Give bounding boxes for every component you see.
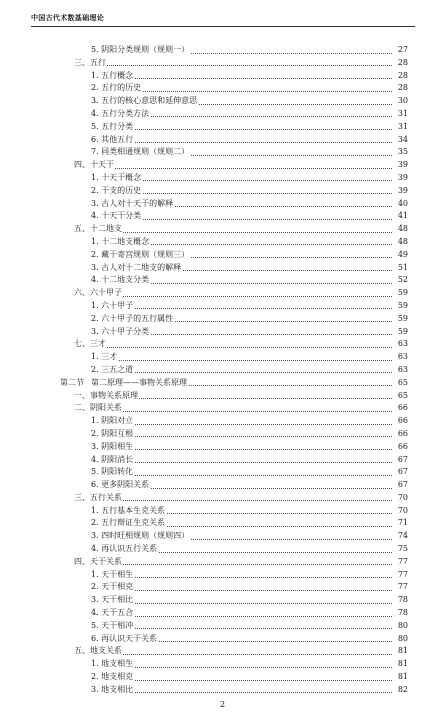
toc-dot-leader (91, 667, 408, 668)
toc-entry[interactable] (0, 326, 445, 339)
toc-entry-page: 28 (392, 82, 408, 95)
toc-entry-page: 77 (392, 556, 408, 569)
toc-entry[interactable] (0, 377, 445, 390)
toc-entry-page: 70 (392, 492, 408, 505)
toc-entry-page: 67 (392, 479, 408, 492)
toc-entry-label: 5. 天干相冲 (91, 620, 134, 633)
toc-entry-page: 63 (392, 351, 408, 364)
toc-entry[interactable] (0, 645, 445, 658)
toc-dot-leader (74, 411, 408, 412)
toc-dot-leader (91, 616, 408, 617)
toc-entry-page: 59 (392, 313, 408, 326)
toc-dot-leader (91, 577, 408, 578)
toc-entry[interactable] (0, 57, 445, 70)
toc-entry-label: 3. 天干相比 (91, 594, 134, 607)
toc-entry-page: 77 (392, 581, 408, 594)
toc-entry-label: 第二原理——事物关系原理 (91, 377, 188, 390)
toc-entry-page: 65 (392, 390, 408, 403)
toc-entry[interactable] (0, 274, 445, 287)
toc-entry-label: 1. 阴阳对立 (91, 415, 134, 428)
toc-entry-label: 3. 地支相比 (91, 684, 134, 697)
toc-dot-leader (74, 168, 408, 169)
toc-dot-leader (91, 142, 408, 143)
toc-entry-page: 65 (392, 377, 408, 390)
toc-entry-label: 1. 六十甲子 (91, 300, 134, 313)
toc-dot-leader (74, 65, 408, 66)
toc-section-number: 第二节 (60, 377, 84, 387)
toc-entry[interactable] (0, 441, 445, 454)
toc-entry-label: 4. 五行分类方法 (91, 108, 150, 121)
toc-entry[interactable] (0, 492, 445, 505)
toc-dot-leader (91, 424, 408, 425)
toc-entry-label: 6. 更多阴阳关系 (91, 479, 150, 492)
toc-entry-label: 1. 五行概念 (91, 70, 134, 83)
toc-entry-label: 4. 阴阳消长 (91, 454, 134, 467)
toc-entry-page: 78 (392, 594, 408, 607)
toc-entry[interactable] (0, 415, 445, 428)
toc-entry[interactable] (0, 159, 445, 172)
toc-dot-leader (74, 654, 408, 655)
toc-entry-page: 48 (392, 236, 408, 249)
toc-entry-page: 52 (392, 274, 408, 287)
toc-entry-page: 78 (392, 607, 408, 620)
toc-entry-page: 82 (392, 684, 408, 697)
toc-entry-page: 31 (392, 108, 408, 121)
toc-entry[interactable] (0, 454, 445, 467)
toc-entry[interactable] (0, 351, 445, 364)
toc-entry[interactable] (0, 198, 445, 211)
toc-entry[interactable] (0, 390, 445, 403)
toc-entry[interactable] (0, 620, 445, 633)
toc-entry-page: 59 (392, 300, 408, 313)
toc-dot-leader (91, 475, 408, 476)
toc-entry-page: 67 (392, 466, 408, 479)
toc-entry-page: 27 (392, 44, 408, 57)
toc-entry-page: 66 (392, 415, 408, 428)
toc-entry[interactable] (0, 530, 445, 543)
toc-entry-page: 34 (392, 134, 408, 147)
toc-entry-page: 41 (392, 210, 408, 223)
toc-entry[interactable] (0, 581, 445, 594)
toc-entry-label: 2. 五行的历史 (91, 82, 142, 95)
toc-entry-page: 81 (392, 671, 408, 684)
toc-entry-page: 63 (392, 364, 408, 377)
toc-entry[interactable] (0, 543, 445, 556)
toc-entry[interactable] (0, 210, 445, 223)
toc-entry-label: 3. 古人对十二地支的解释 (91, 262, 182, 275)
toc-entry-label: 2. 藏干寄宫规则（规则三） (91, 249, 190, 262)
toc-entry[interactable] (0, 108, 445, 121)
toc-entry[interactable] (0, 134, 445, 147)
toc-entry-label: 2. 天干相克 (91, 581, 134, 594)
toc-dot-leader (91, 590, 408, 591)
toc-dot-leader (91, 360, 408, 361)
toc-entry-label: 4. 再认识五行关系 (91, 543, 158, 556)
toc-dot-leader (91, 692, 408, 693)
toc-entry-label: 1. 十天干概念 (91, 172, 142, 185)
toc-entry-page: 28 (392, 57, 408, 70)
toc-dot-leader (91, 628, 408, 629)
toc-entry-label: 4. 天干五合 (91, 607, 134, 620)
toc-entry-page: 48 (392, 223, 408, 236)
toc-entry-label: 四、十天干 (74, 159, 115, 172)
toc-entry-label: 3. 六十甲子分类 (91, 326, 150, 339)
toc-entry[interactable] (0, 594, 445, 607)
toc-entry-label: 五、地支关系 (74, 645, 123, 658)
toc-entry[interactable] (0, 671, 445, 684)
toc-entry-label: 五、十二地支 (74, 223, 123, 236)
toc-entry-label: 1. 五行基本生克关系 (91, 505, 166, 518)
toc-entry-page: 74 (392, 530, 408, 543)
toc-entry-page: 35 (392, 146, 408, 159)
toc-entry-page: 39 (392, 159, 408, 172)
toc-entry-label: 5. 阴阳转化 (91, 466, 134, 479)
toc-dot-leader (74, 347, 408, 348)
toc-entry-label: 2. 五行辩证生克关系 (91, 517, 166, 530)
toc-entry[interactable] (0, 82, 445, 95)
toc-entry-page: 49 (392, 249, 408, 262)
toc-entry-page: 66 (392, 428, 408, 441)
toc-entry-page: 75 (392, 543, 408, 556)
toc-dot-leader (91, 78, 408, 79)
toc-entry-page: 80 (392, 633, 408, 646)
toc-entry-page: 71 (392, 517, 408, 530)
toc-entry-page: 67 (392, 454, 408, 467)
toc-entry-page: 39 (392, 172, 408, 185)
toc-entry-label: 二、阴阳关系 (74, 402, 123, 415)
toc-dot-leader (74, 564, 408, 565)
toc-entry-page: 39 (392, 185, 408, 198)
toc-entry-page: 81 (392, 645, 408, 658)
toc-entry[interactable] (0, 223, 445, 236)
running-head-title: 中国古代术数基础理论 (31, 13, 104, 22)
toc-entry-label: 5. 五行分类 (91, 121, 134, 134)
toc-entry[interactable] (0, 569, 445, 582)
toc-entry-label: 4. 十二地支分类 (91, 274, 150, 287)
toc-dot-leader (91, 436, 408, 437)
toc-entry-label: 七、三才 (74, 338, 107, 351)
toc-entry[interactable] (0, 70, 445, 83)
toc-entry-label: 2. 地支相克 (91, 671, 134, 684)
toc-entry-label: 6. 其他五行 (91, 134, 134, 147)
toc-entry[interactable] (0, 364, 445, 377)
toc-entry-label: 2. 六十甲子的五行属性 (91, 313, 174, 326)
toc-entry-label: 三、五行关系 (74, 492, 123, 505)
toc-dot-leader (74, 296, 408, 297)
toc-entry-label: 一、事物关系原理 (74, 390, 139, 403)
toc-dot-leader (91, 680, 408, 681)
toc-entry-label: 2. 干支的历史 (91, 185, 142, 198)
toc-entry-label: 1. 地支相生 (91, 658, 134, 671)
table-of-contents (0, 44, 445, 697)
toc-entry[interactable] (0, 505, 445, 518)
toc-entry-page: 30 (392, 95, 408, 108)
page-number: 2 (219, 700, 226, 709)
toc-entry[interactable] (0, 402, 445, 415)
toc-entry[interactable] (0, 121, 445, 134)
toc-entry-page: 59 (392, 287, 408, 300)
toc-entry-label: 3. 古人对十天干的解释 (91, 198, 174, 211)
toc-entry[interactable] (0, 146, 445, 159)
toc-entry[interactable] (0, 249, 445, 262)
toc-entry-label: 3. 阴阳相生 (91, 441, 134, 454)
toc-entry-label: 3. 四时旺相规则（规则四） (91, 530, 190, 543)
toc-entry-page: 51 (392, 262, 408, 275)
toc-entry-label: 7. 同类相通规则（规则二） (91, 146, 190, 159)
toc-dot-leader (91, 308, 408, 309)
toc-entry[interactable] (0, 262, 445, 275)
toc-entry[interactable] (0, 479, 445, 492)
toc-entry-label: 2. 阴阳互根 (91, 428, 134, 441)
toc-entry-page: 70 (392, 505, 408, 518)
toc-entry[interactable] (0, 236, 445, 249)
toc-entry-label: 2. 三五之道 (91, 364, 134, 377)
toc-entry-page: 40 (392, 198, 408, 211)
toc-entry[interactable] (0, 172, 445, 185)
toc-entry-page: 28 (392, 70, 408, 83)
toc-entry[interactable] (0, 684, 445, 697)
toc-entry[interactable] (0, 556, 445, 569)
toc-entry-label: 1. 三才 (91, 351, 118, 364)
toc-entry[interactable] (0, 338, 445, 351)
toc-dot-leader (74, 232, 408, 233)
toc-entry-page: 66 (392, 402, 408, 415)
toc-entry[interactable] (0, 185, 445, 198)
toc-entry-page: 59 (392, 326, 408, 339)
toc-entry-page: 80 (392, 620, 408, 633)
toc-entry[interactable] (0, 658, 445, 671)
toc-entry[interactable] (0, 517, 445, 530)
toc-entry-page: 81 (392, 658, 408, 671)
toc-entry[interactable] (0, 287, 445, 300)
toc-entry-label: 1. 天干相生 (91, 569, 134, 582)
toc-entry[interactable] (0, 44, 445, 57)
toc-entry[interactable] (0, 466, 445, 479)
toc-entry-page: 63 (392, 338, 408, 351)
toc-entry-label: 6. 再认识天干关系 (91, 633, 158, 646)
toc-entry-label: 三、五行 (74, 57, 107, 70)
toc-entry-label: 六、六十甲子 (74, 287, 123, 300)
toc-entry[interactable] (0, 633, 445, 646)
toc-entry-page: 77 (392, 569, 408, 582)
toc-dot-leader (91, 462, 408, 463)
toc-entry-label: 5. 阴阳分类规则（规则一） (91, 44, 190, 57)
toc-entry-page: 66 (392, 441, 408, 454)
header-rule (31, 26, 415, 27)
toc-entry-label: 4. 十天干分类 (91, 210, 142, 223)
toc-entry-page: 31 (392, 121, 408, 134)
toc-dot-leader (91, 372, 408, 373)
toc-entry-label: 3. 五行的核心意思和延伸意思 (91, 95, 198, 108)
toc-entry-label: 四、天干关系 (74, 556, 123, 569)
toc-entry[interactable] (0, 313, 445, 326)
toc-entry[interactable] (0, 607, 445, 620)
toc-entry[interactable] (0, 95, 445, 108)
toc-dot-leader (91, 129, 408, 130)
toc-dot-leader (91, 603, 408, 604)
toc-entry[interactable] (0, 300, 445, 313)
toc-dot-leader (91, 449, 408, 450)
toc-dot-leader (74, 500, 408, 501)
toc-entry[interactable] (0, 428, 445, 441)
toc-entry-label: 1. 十二地支概念 (91, 236, 150, 249)
